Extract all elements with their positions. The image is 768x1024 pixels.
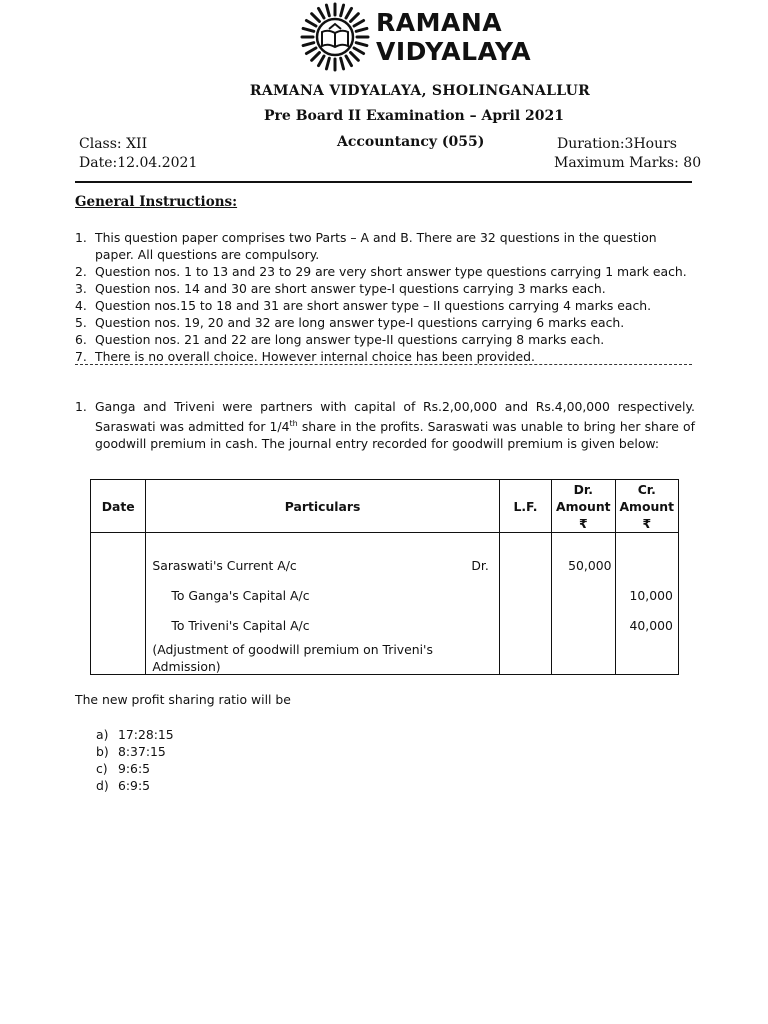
table-row bbox=[91, 533, 679, 675]
option-item bbox=[96, 743, 174, 760]
instruction-item bbox=[75, 280, 695, 297]
question-text-part: share in the profits. Saraswati was unable to bring her share of goodwill premium in cash. The journal entry recorded for goodwill premium is given below: bbox=[95, 419, 695, 452]
logo-ray bbox=[303, 28, 314, 31]
instruction-item bbox=[75, 314, 695, 331]
instructions-title: General Instructions: bbox=[75, 194, 238, 210]
school-logo bbox=[300, 0, 530, 76]
credit-amount: 10,000 bbox=[629, 588, 673, 603]
logo-ray bbox=[306, 48, 316, 54]
cell-lf bbox=[499, 533, 551, 675]
logo-ray bbox=[319, 8, 325, 18]
table-header-row bbox=[91, 480, 679, 533]
debit-marker: Dr. bbox=[471, 558, 489, 573]
logo-ray bbox=[312, 53, 320, 61]
logo-ray bbox=[306, 21, 316, 27]
instruction-text: There is no overall choice. However internal choice has been provided. bbox=[95, 349, 535, 364]
rupee-symbol: ₹ bbox=[642, 515, 652, 531]
instruction-text: Question nos.15 to 18 and 31 are short answer type – II questions carrying 4 marks each. bbox=[95, 298, 652, 313]
logo-ray bbox=[303, 43, 314, 46]
cell-cr-amount bbox=[615, 533, 678, 675]
maximum-marks: Maximum Marks: 80 bbox=[554, 155, 702, 171]
instruction-item bbox=[75, 229, 695, 263]
header-line: Amount bbox=[556, 498, 611, 514]
credit-amount: 40,000 bbox=[629, 618, 673, 633]
instruction-item bbox=[75, 263, 695, 280]
answer-options bbox=[96, 726, 174, 794]
section-divider bbox=[75, 364, 692, 365]
instruction-number: 2. bbox=[75, 264, 87, 279]
column-header-lf: L.F. bbox=[499, 480, 551, 533]
header-divider bbox=[75, 181, 692, 183]
school-name: RAMANA VIDYALAYA, SHOLINGANALLUR bbox=[249, 83, 591, 99]
exam-duration: Duration:3Hours bbox=[557, 136, 677, 152]
instruction-text: This question paper comprises two Parts – A and B. There are 32 questions in the question paper. All questions are compulsory. bbox=[95, 230, 657, 262]
option-item bbox=[96, 760, 174, 777]
debit-account: Saraswati's Current A/c bbox=[152, 558, 297, 573]
instruction-number: 5. bbox=[75, 315, 87, 330]
logo-ray bbox=[312, 14, 320, 22]
logo-ray bbox=[326, 58, 329, 69]
question-prompt: The new profit sharing ratio will be bbox=[75, 692, 291, 707]
option-text: 6:9:5 bbox=[118, 778, 150, 793]
instruction-item bbox=[75, 348, 695, 365]
journal-entry-table bbox=[90, 479, 679, 675]
option-label: c) bbox=[96, 761, 108, 776]
exam-title: Pre Board II Examination – April 2021 bbox=[264, 108, 564, 124]
instruction-text: Question nos. 21 and 22 are long answer type-II questions carrying 8 marks each. bbox=[95, 332, 605, 347]
logo-ray bbox=[351, 53, 359, 61]
logo-ray bbox=[341, 58, 344, 69]
logo-ray bbox=[356, 43, 367, 46]
brand-name-line2: VIDYALAYA bbox=[376, 37, 532, 66]
instruction-number: 6. bbox=[75, 332, 87, 347]
option-text: 8:37:15 bbox=[118, 744, 166, 759]
column-header-cr-amount bbox=[615, 480, 678, 533]
option-item bbox=[96, 726, 174, 743]
instruction-number: 1. bbox=[75, 230, 87, 245]
instructions-list bbox=[75, 229, 695, 365]
book-sunburst-icon bbox=[300, 2, 370, 72]
instruction-number: 4. bbox=[75, 298, 87, 313]
instruction-item bbox=[75, 297, 695, 314]
header-line: Dr. bbox=[573, 481, 593, 497]
logo-ray bbox=[354, 21, 364, 27]
question-1 bbox=[75, 398, 695, 452]
header-line: Cr. bbox=[637, 481, 656, 497]
column-header-particulars: Particulars bbox=[146, 480, 499, 533]
logo-ray bbox=[356, 28, 367, 31]
narration: Admission) bbox=[152, 659, 221, 674]
option-text: 17:28:15 bbox=[118, 727, 174, 742]
logo-ray bbox=[354, 48, 364, 54]
instruction-number: 3. bbox=[75, 281, 87, 296]
instruction-text: Question nos. 19, 20 and 32 are long answer type-I questions carrying 6 marks each. bbox=[95, 315, 625, 330]
logo-ray bbox=[351, 14, 359, 22]
question-number: 1. bbox=[75, 399, 87, 414]
option-label: a) bbox=[96, 727, 109, 742]
logo-ray bbox=[319, 56, 325, 66]
debit-amount: 50,000 bbox=[568, 558, 612, 573]
instruction-item bbox=[75, 331, 695, 348]
cell-dr-amount bbox=[552, 533, 615, 675]
option-text: 9:6:5 bbox=[118, 761, 150, 776]
logo-ray bbox=[346, 8, 352, 18]
instruction-text: Question nos. 14 and 30 are short answer type-I questions carrying 3 marks each. bbox=[95, 281, 606, 296]
logo-ray bbox=[341, 5, 344, 16]
option-label: b) bbox=[96, 744, 109, 759]
option-label: d) bbox=[96, 778, 109, 793]
instruction-number: 7. bbox=[75, 349, 87, 364]
option-item bbox=[96, 777, 174, 794]
question-text bbox=[95, 398, 695, 452]
superscript: th bbox=[289, 419, 298, 428]
column-header-date: Date bbox=[91, 480, 146, 533]
column-header-dr-amount bbox=[552, 480, 615, 533]
logo-ray bbox=[326, 5, 329, 16]
cell-date bbox=[91, 533, 146, 675]
header-line: Amount bbox=[619, 498, 675, 514]
brand-name-line1: RAMANA bbox=[376, 8, 503, 37]
question-text-part: Ganga and Triveni were partners with capital of Rs.2,00,000 and Rs.4,00,000 respectively. Saraswati was admitted for 1/4 bbox=[95, 399, 695, 435]
credit-account: To Ganga's Capital A/c bbox=[171, 588, 310, 603]
logo-ray bbox=[346, 56, 352, 66]
narration: (Adjustment of goodwill premium on Triveni's bbox=[152, 642, 433, 657]
credit-account: To Triveni's Capital A/c bbox=[171, 618, 310, 633]
cell-particulars bbox=[146, 533, 499, 675]
instruction-text: Question nos. 1 to 13 and 23 to 29 are very short answer type questions carrying 1 mark each. bbox=[95, 264, 687, 279]
rupee-symbol: ₹ bbox=[579, 515, 588, 531]
exam-date: Date:12.04.2021 bbox=[79, 155, 198, 171]
class-label: Class: XII bbox=[79, 136, 148, 152]
subject-title: Accountancy (055) bbox=[337, 134, 485, 150]
